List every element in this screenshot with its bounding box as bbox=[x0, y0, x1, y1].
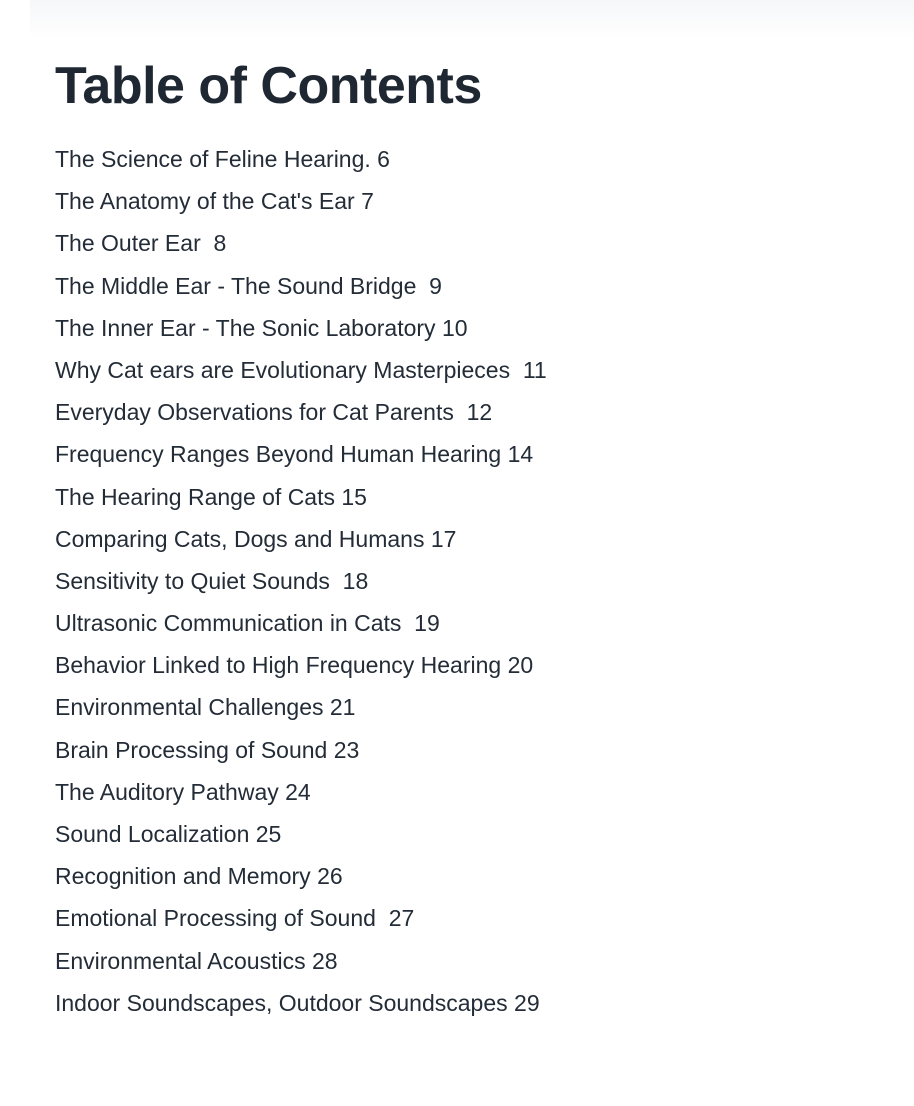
toc-entry: The Inner Ear - The Sonic Laboratory 10 bbox=[55, 314, 468, 341]
toc-entry: Comparing Cats, Dogs and Humans 17 bbox=[55, 525, 457, 552]
toc-entry: The Hearing Range of Cats 15 bbox=[55, 483, 367, 510]
toc-entry: The Auditory Pathway 24 bbox=[55, 778, 311, 805]
toc-entry: The Anatomy of the Cat's Ear 7 bbox=[55, 188, 374, 215]
toc-entry: Everyday Observations for Cat Parents 12 bbox=[55, 399, 493, 426]
toc-entry: Indoor Soundscapes, Outdoor Soundscapes 29 bbox=[55, 989, 540, 1016]
toc-list bbox=[55, 138, 875, 1024]
toc-entry: Ultrasonic Communication in Cats 19 bbox=[55, 610, 440, 637]
toc-entry: Sensitivity to Quiet Sounds 18 bbox=[55, 567, 369, 594]
top-strip bbox=[30, 0, 914, 40]
toc-entry: Recognition and Memory 26 bbox=[55, 863, 343, 890]
toc-entry: Frequency Ranges Beyond Human Hearing 14 bbox=[55, 441, 534, 468]
page-title: Table of Contents bbox=[55, 57, 482, 115]
toc-entry: The Outer Ear 8 bbox=[55, 230, 227, 257]
document-content bbox=[55, 56, 875, 1024]
toc-entry: Brain Processing of Sound 23 bbox=[55, 736, 360, 763]
toc-entry: Environmental Challenges 21 bbox=[55, 694, 356, 721]
toc-entry: Behavior Linked to High Frequency Hearing 20 bbox=[55, 652, 534, 679]
toc-entry: Sound Localization 25 bbox=[55, 821, 282, 847]
toc-entry: The Middle Ear - The Sound Bridge 9 bbox=[55, 272, 442, 299]
toc-entry: Emotional Processing of Sound 27 bbox=[55, 905, 415, 932]
toc-entry: Why Cat ears are Evolutionary Masterpieces 11 bbox=[55, 356, 547, 383]
toc-entry: Environmental Acoustics 28 bbox=[55, 947, 338, 974]
toc-entry: The Science of Feline Hearing. 6 bbox=[55, 146, 390, 172]
